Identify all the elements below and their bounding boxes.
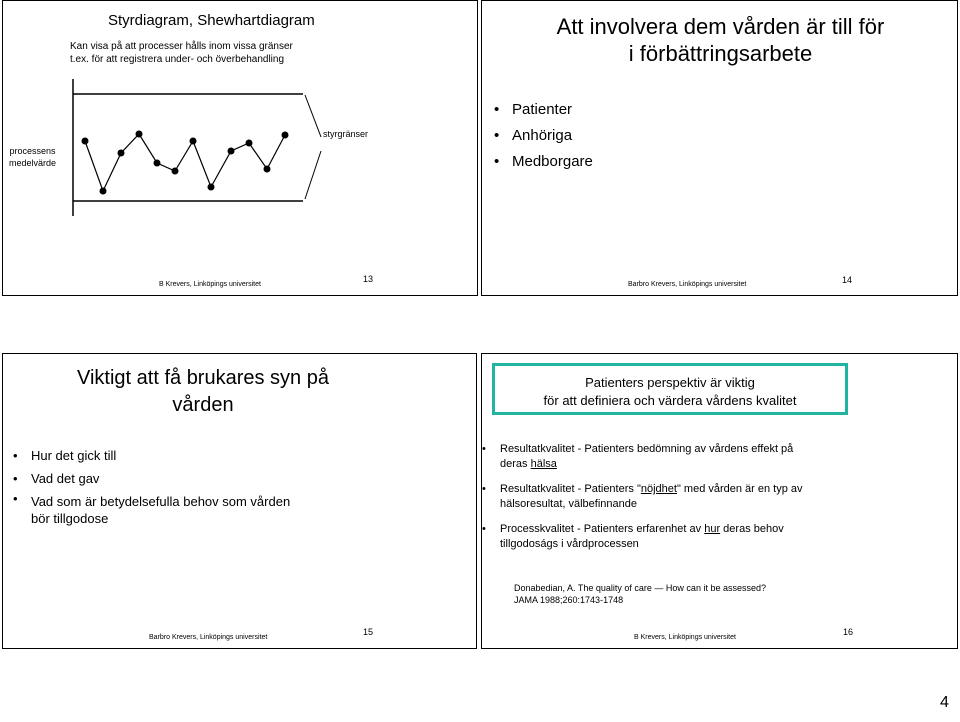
underlined-term: hur (704, 523, 721, 535)
slide-16-bullets (482, 442, 803, 552)
slide-13-subtitle-line1: Kan visa på att processer hålls inom vissa gränser (70, 41, 293, 52)
slide-15-title-line1: Viktigt att få brukares syn på (77, 367, 329, 389)
slide-16-page-number: 16 (843, 627, 854, 637)
reference-line1: Donabedian, A. The quality of care — How can it be assessed? (514, 583, 766, 593)
quality-item-1-line2: deras hälsa (500, 458, 557, 470)
bullet-3-line2: bör tillgodose (31, 511, 109, 526)
slide-16 (481, 353, 958, 649)
bullet-item: • Anhöriga (494, 123, 593, 149)
bullet-item: • Medborgare (494, 149, 593, 175)
bullet-item: • Patienter (494, 97, 593, 123)
quality-item (482, 522, 803, 552)
slide-16-title-line1: Patienters perspektiv är viktig (585, 375, 755, 390)
quality-item-2-line2: hälsoresultat, välbefinnande (500, 498, 637, 510)
slide-16-title-line2: för att definiera och värdera vårdens kvalitet (543, 393, 797, 408)
data-point (154, 160, 161, 167)
slide-14 (481, 0, 958, 296)
slide-14-title (482, 13, 959, 67)
quality-item-3-line2: tillgodoságs i vårdprocessen (500, 538, 639, 550)
data-point (136, 131, 143, 138)
slide-15-bullets (13, 444, 290, 527)
limit-arrow-upper (305, 95, 321, 137)
control-chart (3, 1, 479, 297)
data-point (246, 140, 253, 147)
sheet-page-number: 4 (940, 694, 949, 711)
bullet-item: • Vad det gav (13, 467, 290, 490)
slide-13-title: Styrdiagram, Shewhartdiagram (108, 12, 315, 29)
quality-item (482, 482, 803, 512)
limit-arrow-lower (305, 151, 321, 199)
slide-15-title (3, 365, 403, 419)
slide-14-title-line1: Att involvera dem vården är till för (556, 14, 885, 39)
slide-14-bullets (494, 97, 593, 175)
slide-13-page-number: 13 (363, 274, 374, 284)
quality-item-1-line1: • Resultatkvalitet - Patienters bedömning av vårdens effekt på (500, 443, 794, 455)
bullet-item (13, 490, 290, 527)
data-point (172, 168, 179, 175)
data-point (82, 138, 89, 145)
process-data-line (85, 134, 285, 191)
data-point (190, 138, 197, 145)
slide-13 (2, 0, 478, 296)
slide-14-footer: Barbro Krevers, Linköpings universitet (628, 281, 747, 288)
data-point (100, 188, 107, 195)
slide-15-page-number: 15 (363, 627, 374, 637)
mean-label-line2: medelvärde (9, 158, 57, 168)
control-limits-label: styrgränser (323, 129, 369, 139)
data-point (282, 132, 289, 139)
data-point (228, 148, 235, 155)
data-point (208, 184, 215, 191)
quality-item-2-line1: • Resultatkvalitet - Patienters "nöjdhet" med vården är en typ av (500, 483, 803, 495)
slide-15-title-line2: vården (172, 394, 234, 416)
slide-15-footer: Barbro Krevers, Linköpings universitet (149, 634, 268, 641)
data-point (264, 166, 271, 173)
bullet-item: • Hur det gick till (13, 444, 290, 467)
slide-15 (2, 353, 477, 649)
slide-14-page-number: 14 (842, 275, 853, 285)
quality-item-3-line1: • Processkvalitet - Patienters erfarenhet av hur deras behov (500, 523, 784, 535)
slide-16-title-box (492, 363, 848, 415)
reference-line2: JAMA 1988;260:1743-1748 (514, 595, 624, 605)
slide-16-footer: B Krevers, Linköpings universitet (634, 634, 736, 641)
slide-13-footer: B Krevers, Linköpings universitet (159, 281, 261, 288)
underlined-term: hälsa (530, 458, 557, 470)
slide-13-subtitle-line2: t.ex. för att registrera under- och överbehandling (70, 54, 285, 65)
mean-label-line1: processens (9, 146, 56, 156)
quality-item (482, 442, 803, 472)
slide-14-title-line2: i förbättringsarbete (628, 41, 813, 66)
reference (514, 582, 766, 606)
bullet-3-line1: • Vad som är betydelsefulla behov som vården (31, 494, 291, 509)
data-point (118, 150, 125, 157)
process-data-points (82, 131, 289, 195)
underlined-term: nöjdhet (640, 483, 677, 495)
